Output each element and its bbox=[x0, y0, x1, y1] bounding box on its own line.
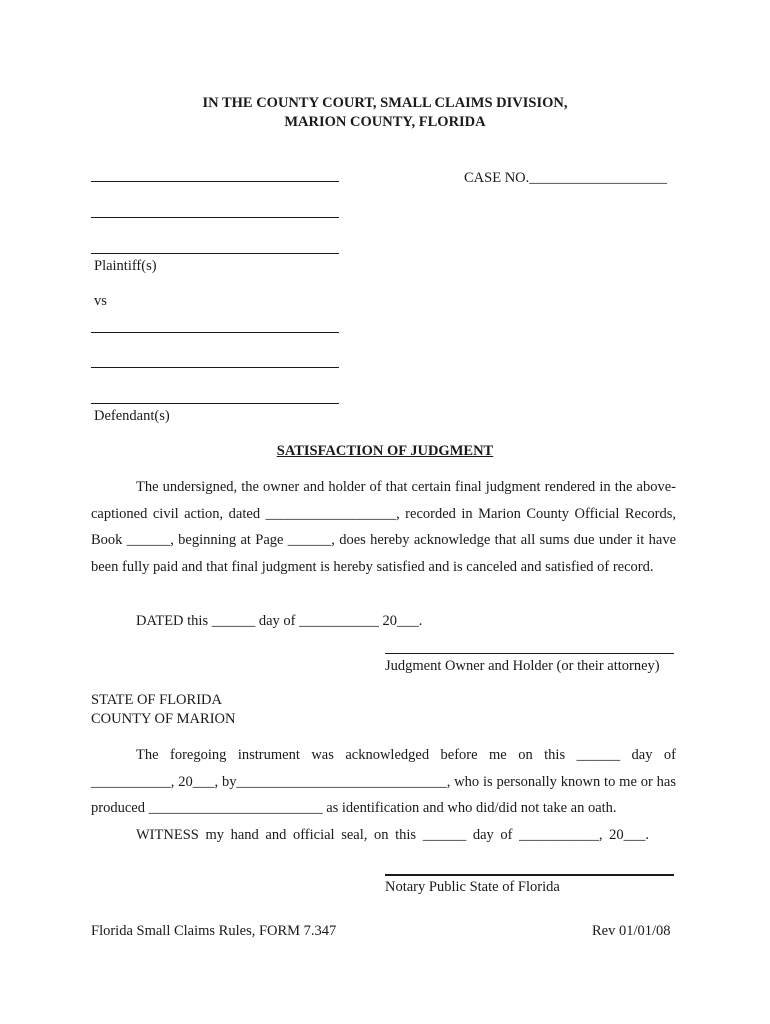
document-title-text: SATISFACTION OF JUDGMENT bbox=[276, 443, 494, 459]
owner-signature-line bbox=[385, 653, 674, 654]
notary-signature-line bbox=[385, 874, 674, 876]
document-title bbox=[0, 443, 770, 460]
defendant-line-1 bbox=[91, 332, 339, 333]
footer-form-reference: Florida Small Claims Rules, FORM 7.347 bbox=[91, 923, 337, 939]
defendant-label: Defendant(s) bbox=[94, 408, 170, 424]
notary-state: STATE OF FLORIDA bbox=[91, 692, 222, 708]
witness-line: WITNESS my hand and official seal, on this ______ day of ___________, 20___. bbox=[136, 827, 649, 843]
court-heading-line-2: MARION COUNTY, FLORIDA bbox=[284, 114, 486, 130]
case-number-label: CASE NO. bbox=[464, 170, 530, 186]
dated-line: DATED this ______ day of ___________ 20___. bbox=[136, 613, 423, 629]
case-number-blank: ___________________ bbox=[529, 170, 668, 186]
notary-acknowledgment-paragraph: The foregoing instrument was acknowledged before me on this ______ day of ___________, 20___, by_____________________________, who is personally known to me or has produced ________________________ as identification and who did/did not take an oath. bbox=[91, 747, 676, 816]
defendant-line-2 bbox=[91, 367, 339, 368]
case-number-field bbox=[464, 170, 667, 187]
versus-label: vs bbox=[94, 293, 107, 309]
plaintiff-line-2 bbox=[91, 217, 339, 218]
notary-county: COUNTY OF MARION bbox=[91, 711, 236, 727]
court-heading-line-1: IN THE COUNTY COURT, SMALL CLAIMS DIVISION, bbox=[202, 95, 568, 111]
defendant-line-3 bbox=[91, 403, 339, 404]
satisfaction-paragraph: The undersigned, the owner and holder of that certain final judgment rendered in the above-captioned civil action, dated __________________, recorded in Marion County Official Records, Book ______, beginning at Page ______, does hereby acknowledge that all sums due under it have been fully paid and that final judgment is hereby satisfied and is canceled and satisfied of record. bbox=[91, 479, 676, 575]
plaintiff-line-1 bbox=[91, 181, 339, 182]
owner-signature-caption: Judgment Owner and Holder (or their attorney) bbox=[385, 658, 660, 674]
plaintiff-line-3 bbox=[91, 253, 339, 254]
footer-revision: Rev 01/01/08 bbox=[592, 923, 671, 939]
notary-caption: Notary Public State of Florida bbox=[385, 879, 560, 895]
plaintiff-label: Plaintiff(s) bbox=[94, 258, 157, 274]
